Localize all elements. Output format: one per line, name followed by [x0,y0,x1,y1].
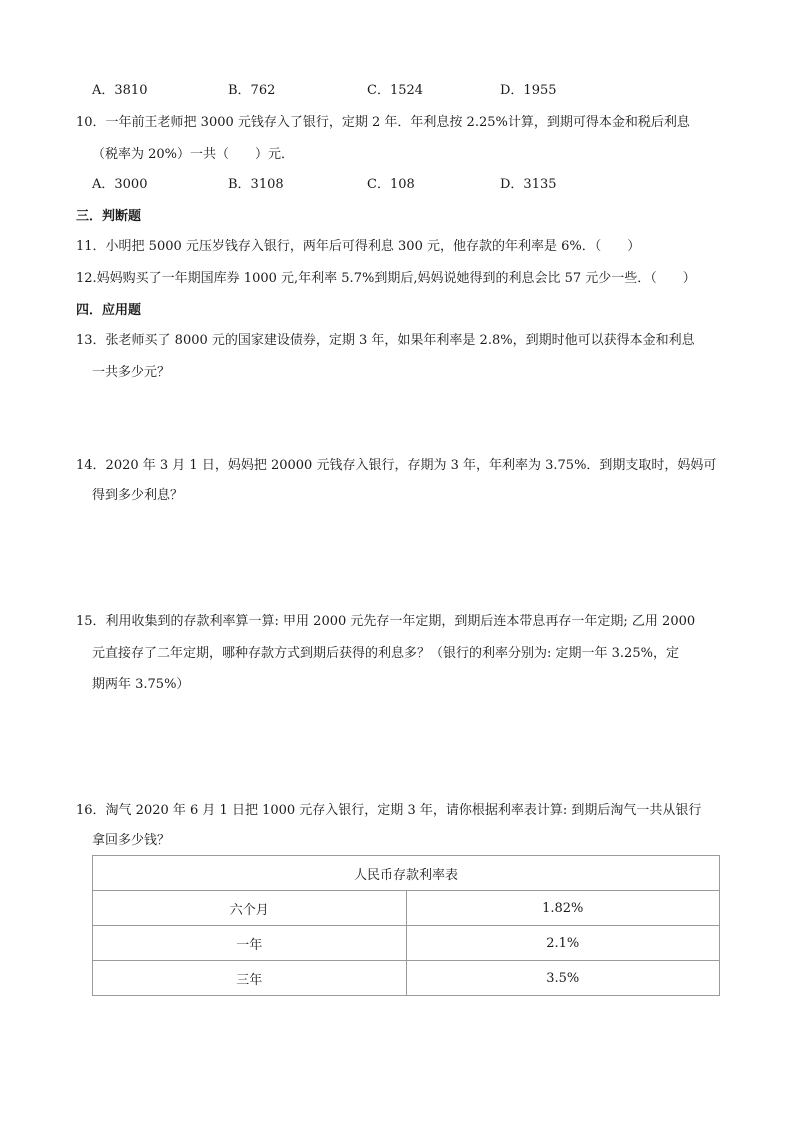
q9-option-a: A．3810 [92,83,148,98]
q9-option-b: B．762 [228,83,276,98]
q11-text: 11．小明把 5000 元压岁钱存入银行，两年后可得利息 300 元，他存款的年利率是 6%．（ ） [76,239,641,254]
rate-table [92,855,720,996]
q16-text-line2: 拿回多少钱？ [92,833,171,848]
q13-text-line2: 一共多少元？ [92,365,171,380]
rate-table-header-row [93,856,720,891]
rate-value-cell: 2.1% [406,926,720,961]
q15-text-line1: 15．利用收集到的存款利率算一算: 甲用 2000 元先存一年定期，到期后连本带息再存一年定期; 乙用 2000 [76,614,696,629]
q10-option-a: A．3000 [92,177,148,192]
section-application-title: 四．应用题 [76,303,142,318]
table-row [93,961,720,996]
rate-value-cell: 1.82% [406,891,720,926]
q9-option-c: C．1524 [367,83,424,98]
table-row [93,926,720,961]
q15-text-line2: 元直接存了二年定期，哪种存款方式到期后获得的利息多？（银行的利率分别为: 定期一年 3.25%，定 [92,646,679,661]
rate-term-cell: 一年 [93,926,407,961]
section-judgement-title: 三．判断题 [76,209,142,224]
table-row [93,891,720,926]
rate-value-cell: 3.5% [406,961,720,996]
q10-option-d: D．3135 [500,177,557,192]
rate-term-cell: 三年 [93,961,407,996]
q15-text-line3: 期两年 3.75%） [92,677,190,692]
q10-option-b: B．3108 [228,177,284,192]
rate-table-title: 人民币存款利率表 [93,856,720,891]
q12-text: 12.妈妈购买了一年期国库券 1000 元,年利率 5.7%到期后,妈妈说她得到的利息会比 57 元少一些．（ ） [76,271,696,286]
q13-text-line1: 13．张老师买了 8000 元的国家建设债券，定期 3 年，如果年利率是 2.8%，到期时他可以获得本金和利息 [76,333,695,348]
q16-text-line1: 16．淘气 2020 年 6 月 1 日把 1000 元存入银行，定期 3 年，请你根据利率表计算: 到期后淘气一共从银行 [76,803,702,818]
q10-text-line1: 10．一年前王老师把 3000 元钱存入了银行，定期 2 年．年利息按 2.25%计算，到期可得本金和税后利息 [76,115,690,130]
q10-option-c: C．108 [367,177,415,192]
q10-text-line2: （税率为 20%）一共（ ）元． [92,147,295,162]
q14-text-line1: 14．2020 年 3 月 1 日，妈妈把 20000 元钱存入银行，存期为 3 年，年利率为 3.75%．到期支取时，妈妈可 [76,458,717,473]
q9-option-d: D．1955 [500,83,557,98]
rate-term-cell: 六个月 [93,891,407,926]
q14-text-line2: 得到多少利息？ [92,488,184,503]
